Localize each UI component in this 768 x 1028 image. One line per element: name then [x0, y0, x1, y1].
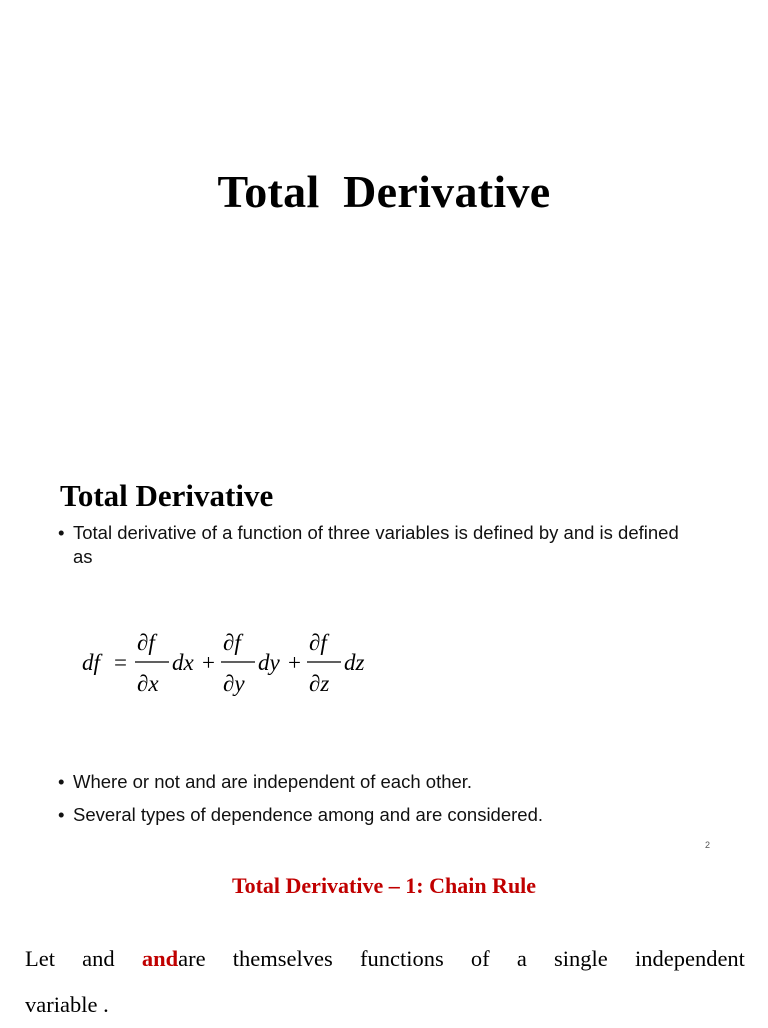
paragraph-line [25, 936, 745, 982]
bullet-icon: • [58, 771, 65, 792]
bullet-item [56, 770, 696, 794]
bullet-text: Where or not and are independent of each other. [73, 771, 473, 792]
page-number: 2 [705, 840, 711, 850]
total-derivative-formula [78, 620, 378, 700]
formula-numerator: ∂f [309, 630, 327, 655]
word: single [554, 946, 608, 971]
bullet-icon: • [58, 522, 65, 543]
slide-title: Total Derivative [217, 166, 551, 217]
definition-slide [0, 440, 768, 855]
paragraph-line: variable . [25, 992, 109, 1017]
formula-differential: dx [172, 650, 194, 675]
formula-differential: dy [258, 650, 280, 675]
bullet-list-bottom [56, 770, 696, 836]
paragraph [25, 936, 745, 1028]
word: are [178, 946, 206, 971]
bullet-list-top [56, 521, 696, 569]
bullet-text: Total derivative of a function of three variables is defined by and is defined as [73, 522, 679, 567]
slide-heading: Total Derivative [60, 478, 274, 513]
word: themselves [232, 946, 333, 971]
formula-denominator: ∂x [137, 671, 159, 696]
formula-plus: + [202, 650, 215, 675]
formula-differential: dz [344, 650, 365, 675]
formula-denominator: ∂y [223, 671, 245, 696]
word: of [470, 946, 490, 971]
formula-lhs: df [82, 650, 100, 675]
formula-denominator: ∂z [309, 671, 330, 696]
formula-numerator: ∂f [223, 630, 241, 655]
bullet-item [56, 521, 696, 569]
chain-rule-slide [0, 860, 768, 1024]
formula-equals: = [114, 650, 127, 675]
slide-subtitle: Total Derivative – 1: Chain Rule [231, 873, 537, 898]
title-slide [0, 0, 768, 440]
word-keyword-group [142, 936, 206, 982]
word: Let [25, 946, 55, 971]
formula-numerator: ∂f [137, 630, 155, 655]
word: independent [634, 946, 745, 971]
word: a [516, 946, 527, 971]
bullet-icon: • [58, 804, 65, 825]
keyword: and [141, 946, 179, 971]
word: and [82, 946, 115, 971]
bullet-item [56, 803, 696, 827]
bullet-text: Several types of dependence among and are considered. [73, 804, 544, 825]
word: functions [359, 946, 444, 971]
formula-plus: + [288, 650, 301, 675]
